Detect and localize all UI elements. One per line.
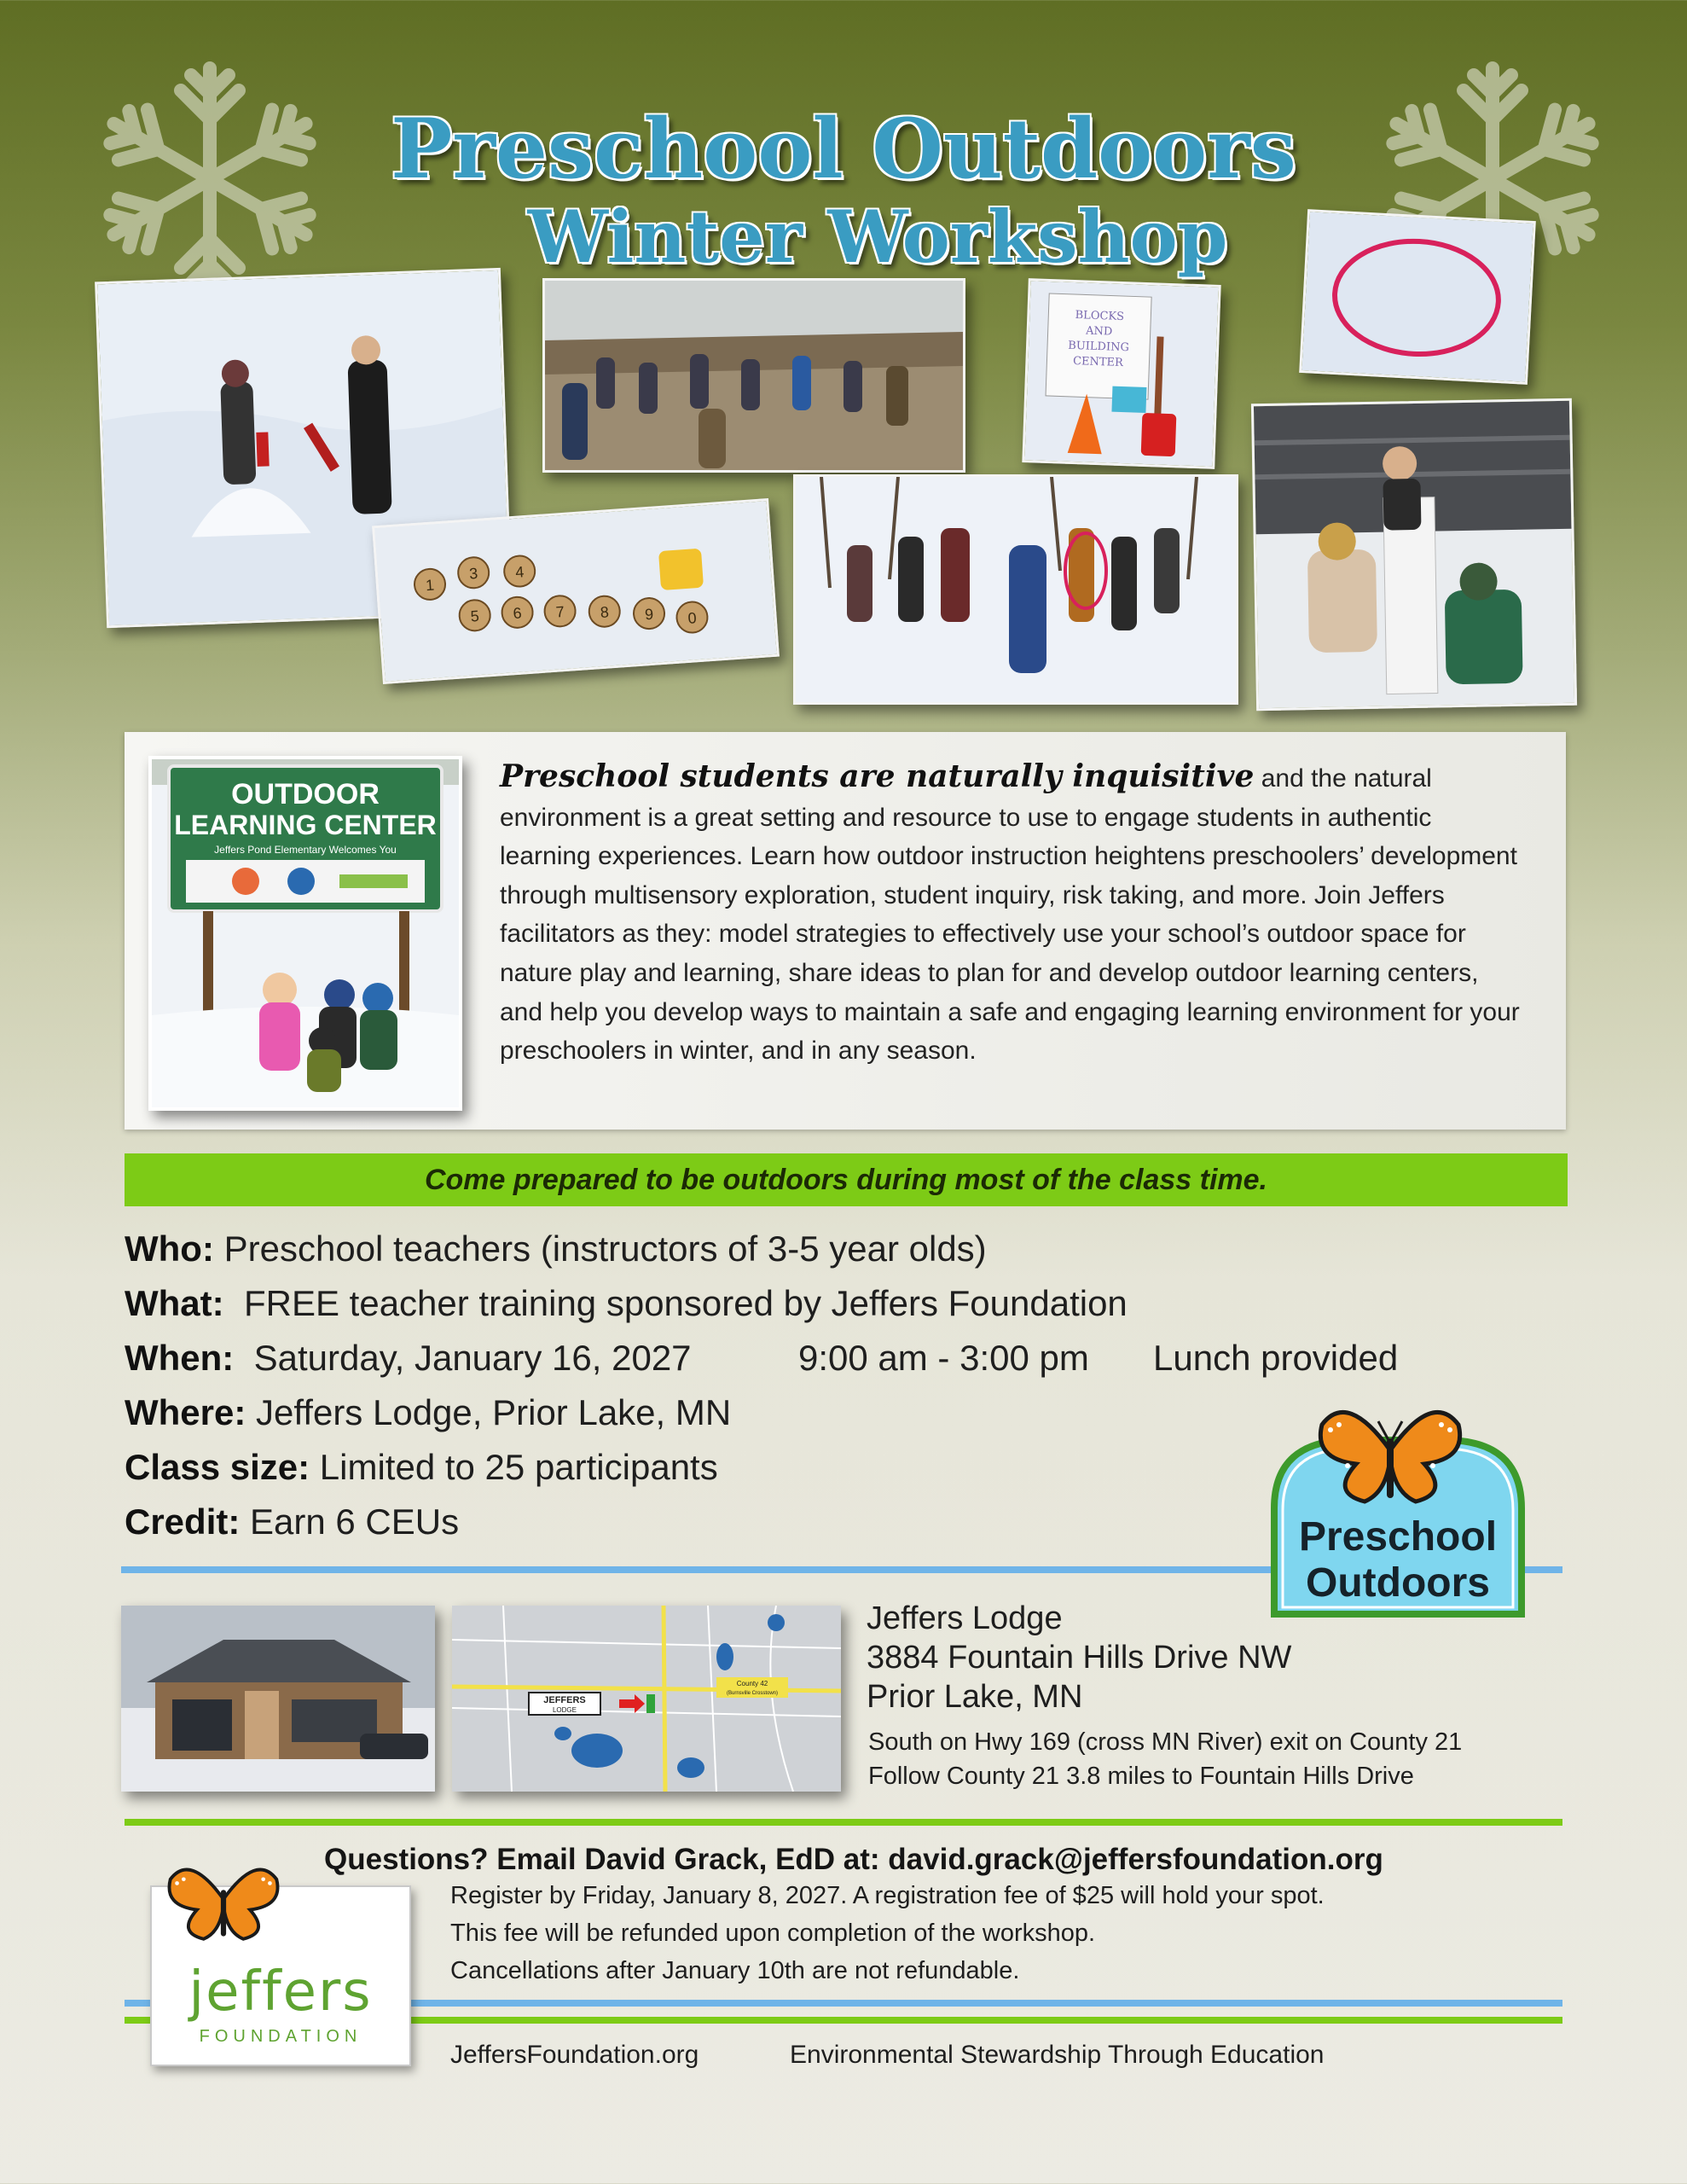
number-stone-5: 6 bbox=[512, 604, 523, 623]
title-line-2: Winter Workshop bbox=[527, 195, 1228, 279]
sign-title-2: LEARNING CENTER bbox=[174, 810, 437, 840]
when-time: 9:00 am - 3:00 pm bbox=[798, 1338, 1089, 1378]
intro-body: and the natural environment is a great setting and resource to use to engage students in authentic learning experiences. Learn how outdoor instruction heightens preschoolers’ development through multisensory exploration, student inquiry, risk taking, and more. Join Jeffers facilitators as they: model strategies to effectively use your school’s outdoor space for nature play and learning, share ideas to plan for and develop outdoor learning centers, and help you develop ways to maintain a safe and engaging learning environment for your preschoolers in winter, and in any season. bbox=[500, 764, 1520, 1066]
photo-number-stones bbox=[372, 498, 780, 684]
lodge-name: Jeffers Lodge bbox=[867, 1600, 1063, 1636]
lodge-street: 3884 Fountain Hills Drive NW bbox=[867, 1640, 1292, 1676]
photo-group-walking-snow bbox=[793, 474, 1238, 705]
divider-green-middle bbox=[125, 1819, 1562, 1826]
blocks-sign-text-2: AND bbox=[1085, 324, 1113, 339]
number-stone-3: 4 bbox=[514, 563, 525, 581]
footer-tagline: Environmental Stewardship Through Education bbox=[790, 2041, 1325, 2069]
logo-sub: FOUNDATION bbox=[199, 2027, 362, 2046]
logo-monarch-butterfly-icon bbox=[164, 1850, 283, 1955]
photo-children-climbing bbox=[1251, 398, 1577, 712]
credit-value: Earn 6 CEUs bbox=[240, 1502, 460, 1542]
who-value: Preschool teachers (instructors of 3-5 year olds) bbox=[213, 1228, 987, 1269]
directions-line-2: Follow County 21 3.8 miles to Fountain Hills Drive bbox=[868, 1763, 1414, 1790]
when-lunch: Lunch provided bbox=[1153, 1338, 1399, 1378]
detail-class-size bbox=[125, 1447, 718, 1488]
where-value: Jeffers Lodge, Prior Lake, MN bbox=[246, 1392, 732, 1432]
footer-website: JeffersFoundation.org bbox=[450, 2041, 699, 2069]
lodge-city: Prior Lake, MN bbox=[867, 1679, 1083, 1715]
number-stone-1: 1 bbox=[425, 576, 435, 595]
photo-blocks-building-center bbox=[1022, 278, 1220, 469]
map-label-lodge: LODGE bbox=[552, 1706, 577, 1714]
register-line-2: This fee will be refunded upon completion of the workshop. bbox=[450, 1920, 1096, 1947]
detail-who bbox=[125, 1228, 987, 1269]
sign-subtitle: Jeffers Pond Elementary Welcomes You bbox=[214, 844, 397, 856]
who-label: Who: bbox=[125, 1228, 214, 1269]
intro-paragraph bbox=[500, 758, 1520, 1071]
directions-line-1: South on Hwy 169 (cross MN River) exit on County 21 bbox=[868, 1728, 1463, 1756]
when-label: When: bbox=[125, 1338, 235, 1378]
questions-email: Questions? Email David Grack, EdD at: david.grack@jeffersfoundation.org bbox=[324, 1843, 1383, 1876]
number-stone-2: 3 bbox=[468, 564, 478, 583]
photo-hoop-in-snow bbox=[1299, 209, 1536, 385]
outdoors-notice-banner: Come prepared to be outdoors during most of the class time. bbox=[125, 1153, 1568, 1206]
photo-group-in-field bbox=[542, 278, 965, 473]
blocks-sign-text-3: BUILDING bbox=[1068, 339, 1130, 355]
class-size-label: Class size: bbox=[125, 1447, 310, 1487]
photo-outdoor-learning-center-sign bbox=[148, 756, 462, 1111]
badge-line-1: Preschool bbox=[1298, 1514, 1498, 1560]
detail-when bbox=[125, 1338, 1399, 1379]
blocks-sign-text-4: CENTER bbox=[1072, 355, 1124, 370]
class-size-value: Limited to 25 participants bbox=[310, 1447, 718, 1487]
sign-title-1: OUTDOOR bbox=[231, 778, 380, 810]
register-line-1: Register by Friday, January 8, 2027. A registration fee of $25 will hold your spot. bbox=[450, 1882, 1325, 1909]
photo-jeffers-lodge bbox=[121, 1606, 435, 1792]
number-stone-7: 8 bbox=[600, 603, 610, 622]
detail-credit bbox=[125, 1502, 459, 1542]
map-label-county: County 42 bbox=[736, 1680, 768, 1687]
blocks-sign-text-1: BLOCKS bbox=[1075, 309, 1125, 324]
what-value: FREE teacher training sponsored by Jeffers Foundation bbox=[223, 1283, 1128, 1323]
detail-what bbox=[125, 1283, 1128, 1324]
number-stone-9: 0 bbox=[687, 609, 698, 627]
badge-line-2: Outdoors bbox=[1306, 1560, 1490, 1606]
where-label: Where: bbox=[125, 1392, 246, 1432]
detail-where bbox=[125, 1392, 731, 1433]
logo-name: jeffers bbox=[188, 1960, 373, 2024]
number-stone-4: 5 bbox=[470, 607, 480, 625]
what-label: What: bbox=[125, 1283, 224, 1323]
intro-lead: Preschool students are naturally inquisitive bbox=[500, 758, 1255, 794]
number-stone-6: 7 bbox=[554, 603, 565, 621]
register-line-3: Cancellations after January 10th are not refundable. bbox=[450, 1957, 1020, 1984]
map-label-jeffers: JEFFERS bbox=[543, 1695, 586, 1705]
number-stone-8: 9 bbox=[644, 605, 654, 624]
when-date: Saturday, January 16, 2027 bbox=[234, 1338, 692, 1378]
map-label-county-sub: (Burnsville Crosstown) bbox=[726, 1691, 779, 1696]
credit-label: Credit: bbox=[125, 1502, 241, 1542]
monarch-butterfly-icon bbox=[1313, 1391, 1467, 1519]
map-directions bbox=[452, 1606, 841, 1792]
title-line-1: Preschool Outdoors bbox=[391, 101, 1296, 197]
